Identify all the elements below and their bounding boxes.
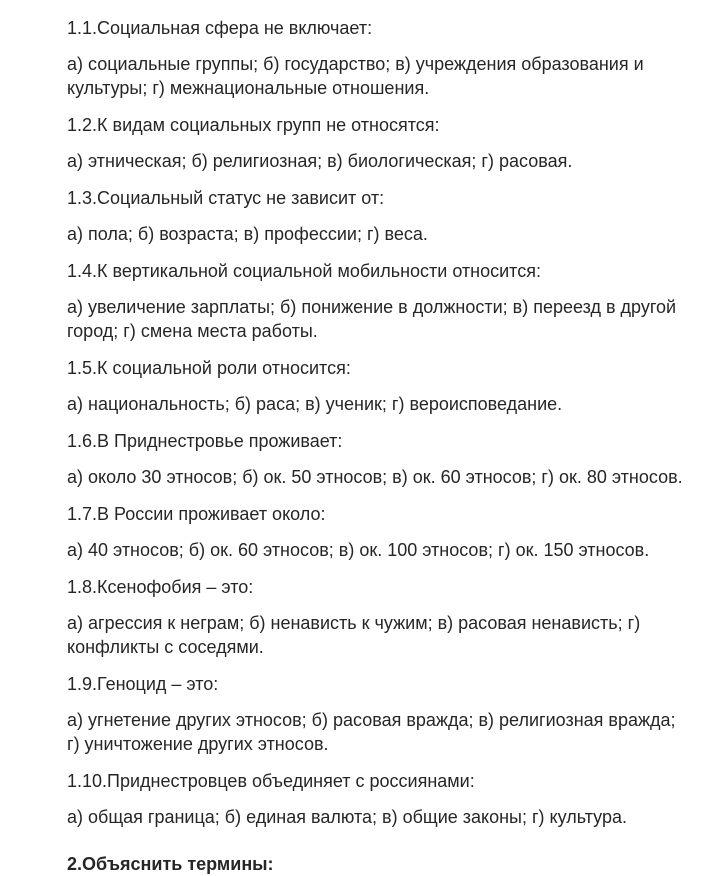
question-text: 1.1.Социальная сфера не включает: <box>67 18 373 38</box>
section-heading-cutoff: 2.Объяснить термины: <box>67 854 274 874</box>
question-text: 1.7.В России проживает около: <box>67 504 326 524</box>
question-block <box>67 672 687 756</box>
answer-options: а) национальность; б) раса; в) ученик; г) вероисповедание. <box>67 394 563 414</box>
question-text: 1.6.В Приднестровье проживает: <box>67 431 343 451</box>
question-block <box>67 502 687 562</box>
question-block <box>67 356 687 416</box>
question-text: 1.5.К социальной роли относится: <box>67 358 351 378</box>
question-text: 1.9.Геноцид – это: <box>67 674 219 694</box>
answer-options: а) увеличение зарплаты; б) понижение в должности; в) переезд в другой город; г) смена места работы. <box>67 297 677 341</box>
question-block <box>67 575 687 659</box>
question-text: 1.2.К видам социальных групп не относятся: <box>67 115 440 135</box>
question-text: 1.3.Социальный статус не зависит от: <box>67 188 385 208</box>
answer-options: а) агрессия к неграм; б) ненависть к чужим; в) расовая ненависть; г) конфликты с соседями. <box>67 613 641 657</box>
question-block <box>67 186 687 246</box>
answer-options: а) общая граница; б) единая валюта; в) общие законы; г) культура. <box>67 807 627 827</box>
answer-options: а) этническая; б) религиозная; в) биологическая; г) расовая. <box>67 151 573 171</box>
answer-options: а) пола; б) возраста; в) профессии; г) веса. <box>67 224 428 244</box>
question-text: 1.8.Ксенофобия – это: <box>67 577 254 597</box>
question-block <box>67 769 687 829</box>
answer-options: а) угнетение других этносов; б) расовая вражда; в) религиозная вражда; г) уничтожение других этносов. <box>67 710 676 754</box>
question-text: 1.10.Приднестровцев объединяет с россиянами: <box>67 771 475 791</box>
question-block <box>67 259 687 343</box>
question-block <box>67 16 687 100</box>
question-list <box>67 16 687 842</box>
answer-options: а) 40 этносов; б) ок. 60 этносов; в) ок. 100 этносов; г) ок. 150 этносов. <box>67 540 650 560</box>
answer-options: а) социальные группы; б) государство; в) учреждения образования и культуры; г) межнациональные отношения. <box>67 54 644 98</box>
question-block <box>67 113 687 173</box>
question-text: 1.4.К вертикальной социальной мобильности относится: <box>67 261 541 281</box>
question-block <box>67 429 687 489</box>
answer-options: а) около 30 этносов; б) ок. 50 этносов; в) ок. 60 этносов; г) ок. 80 этносов. <box>67 467 683 487</box>
